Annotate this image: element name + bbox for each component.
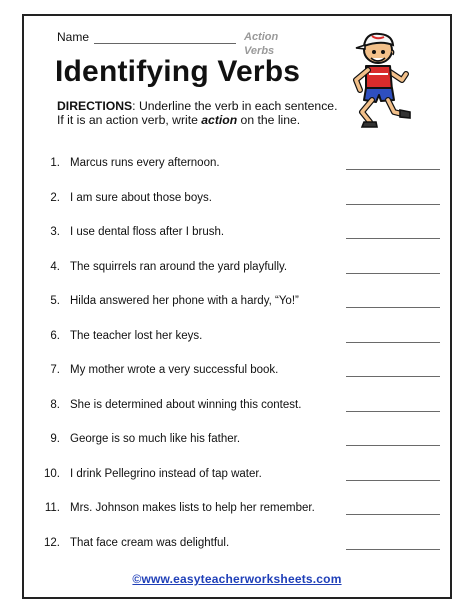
list-item [36,501,442,519]
answer-blank-line[interactable] [346,204,440,205]
directions-line-2 [57,113,357,127]
sentence-text: The teacher lost her keys. [70,330,203,342]
list-item [36,432,442,450]
list-item [36,294,442,312]
copyright-link[interactable]: ©www.easyteacherworksheets.com [132,572,342,586]
sentence-text: I drink Pellegrino instead of tap water. [70,468,262,480]
list-item [36,329,442,347]
answer-blank-line[interactable] [346,238,440,239]
running-boy-icon [344,28,416,134]
worksheet-page [22,14,452,599]
item-number: 1. [50,157,60,169]
answer-blank-line[interactable] [346,480,440,481]
directions [57,99,357,127]
item-number: 6. [50,330,60,342]
directions-text-1: : Underline the verb in each sentence. [132,99,338,113]
answer-blank-line[interactable] [346,411,440,412]
item-number: 2. [50,192,60,204]
directions-emphasis: action [201,113,238,127]
list-item [36,363,442,381]
answer-blank-line[interactable] [346,376,440,377]
item-number: 9. [50,433,60,445]
directions-text-2a: If it is an action verb, write [57,113,202,127]
sentence-text: Mrs. Johnson makes lists to help her remember. [70,502,315,514]
answer-blank-line[interactable] [346,169,440,170]
item-number: 3. [50,226,60,238]
sentence-list [36,156,442,549]
item-number: 12. [44,537,60,549]
page-title: Identifying Verbs [55,55,301,88]
list-item [36,191,442,209]
item-number: 10. [44,468,60,480]
name-label: Name [57,30,90,44]
answer-blank-line[interactable] [346,342,440,343]
sentence-text: I use dental floss after I brush. [70,226,225,238]
list-item [36,536,442,554]
directions-label: DIRECTIONS [57,99,133,113]
item-number: 4. [50,261,60,273]
sentence-text: The squirrels ran around the yard playfully. [70,261,288,273]
directions-text-2b: on the line. [237,113,301,127]
list-item [36,467,442,485]
sentence-text: Hilda answered her phone with a hardy, “Yo!” [70,295,299,307]
answer-blank-line[interactable] [346,307,440,308]
sentence-text: I am sure about those boys. [70,192,212,204]
sentence-text: George is so much like his father. [70,433,241,445]
item-number: 5. [50,295,60,307]
sentence-text: My mother wrote a very successful book. [70,364,279,376]
item-number: 8. [50,399,60,411]
sentence-text: She is determined about winning this contest. [70,399,302,411]
list-item [36,260,442,278]
answer-blank-line[interactable] [346,549,440,550]
item-number: 7. [50,364,60,376]
sentence-text: That face cream was delightful. [70,537,230,549]
list-item [36,398,442,416]
answer-blank-line[interactable] [346,273,440,274]
answer-blank-line[interactable] [346,445,440,446]
answer-blank-line[interactable] [346,514,440,515]
list-item [36,156,442,174]
sheet-topic-tag: Action Verbs [244,31,279,57]
name-row [57,30,297,57]
sentence-text: Marcus runs every afternoon. [70,157,220,169]
name-blank-line[interactable] [94,43,236,44]
list-item [36,225,442,243]
item-number: 11. [44,502,60,514]
directions-line-1 [57,99,357,113]
